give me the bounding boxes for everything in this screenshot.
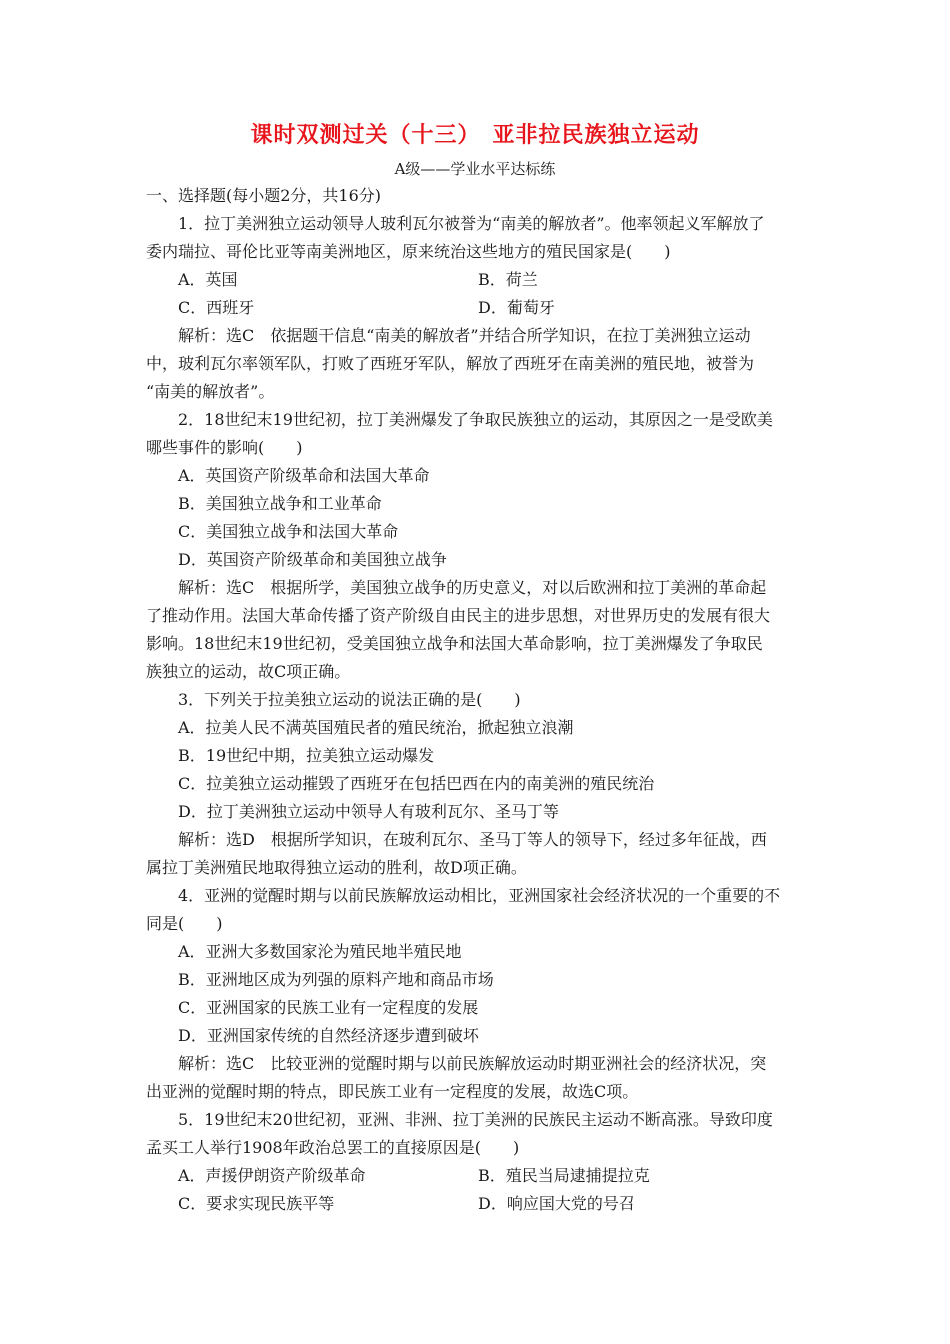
answer-analysis: 族独立的运动，故C项正确。 [146,662,351,681]
option-c: C．拉美独立运动摧毁了西班牙在包括巴西在内的南美洲的殖民统治 [178,774,655,793]
question-stem: 1．拉丁美洲独立运动领导人玻利瓦尔被誉为“南美的解放者”。他率领起义军解放了 [178,214,765,233]
question-stem: 4．亚洲的觉醒时期与以前民族解放运动相比，亚洲国家社会经济状况的一个重要的不 [178,886,781,905]
question-4 [146,882,806,1106]
option-d: D．亚洲国家传统的自然经济逐步遭到破坏 [178,1026,479,1045]
question-5 [146,1106,806,1218]
question-1 [146,210,806,406]
option-b: B．殖民当局逮捕提拉克 [478,1166,650,1185]
option-b: B．荷兰 [478,270,538,289]
option-b: B．美国独立战争和工业革命 [178,494,382,513]
option-d: D．葡萄牙 [478,298,555,317]
option-row [146,294,806,322]
option-b: B．19世纪中期，拉美独立运动爆发 [178,746,435,765]
option-d: D．英国资产阶级革命和美国独立战争 [178,550,447,569]
answer-analysis: 了推动作用。法国大革命传播了资产阶级自由民主的进步思想，对世界历史的发展有很大 [146,606,771,625]
answer-analysis: 属拉丁美洲殖民地取得独立运动的胜利，故D项正确。 [146,858,527,877]
option-row [146,266,806,294]
option-c: C．亚洲国家的民族工业有一定程度的发展 [178,998,479,1017]
question-stem: 委内瑞拉、哥伦比亚等南美洲地区，原来统治这些地方的殖民国家是( ) [146,242,671,261]
question-3 [146,686,806,882]
question-stem: 3．下列关于拉美独立运动的说法正确的是( ) [178,690,521,709]
option-row [146,1190,806,1218]
section-heading: 一、选择题(每小题2分，共16分) [146,186,382,205]
answer-analysis: 出亚洲的觉醒时期的特点，即民族工业有一定程度的发展，故选C项。 [146,1082,639,1101]
option-row [146,1162,806,1190]
option-d: D．响应国大党的号召 [478,1194,635,1213]
question-stem: 哪些事件的影响( ) [146,438,303,457]
option-a: A．拉美人民不满英国殖民者的殖民统治，掀起独立浪潮 [178,718,574,737]
option-a: A．声援伊朗资产阶级革命 [178,1166,366,1185]
answer-analysis: 解析：选C 比较亚洲的觉醒时期与以前民族解放运动时期亚洲社会的经济状况，突 [178,1054,767,1073]
option-d: D．拉丁美洲独立运动中领导人有玻利瓦尔、圣马丁等 [178,802,559,821]
option-c: C．西班牙 [178,298,255,317]
question-stem: 孟买工人举行1908年政治总罢工的直接原因是( ) [146,1138,520,1157]
question-stem: 同是( ) [146,914,223,933]
answer-analysis: 影响。18世纪末19世纪初，受美国独立战争和法国大革命影响，拉丁美洲爆发了争取民 [146,634,763,653]
page-title: 课时双测过关（十三） 亚非拉民族独立运动 [250,123,700,148]
question-2 [146,406,806,686]
level-subtitle: A级——学业水平达标练 [394,160,556,178]
option-c: C．要求实现民族平等 [178,1194,335,1213]
answer-analysis: 解析：选C 依据题干信息“南美的解放者”并结合所学知识，在拉丁美洲独立运动 [178,326,751,345]
answer-analysis: 解析：选D 根据所学知识，在玻利瓦尔、圣马丁等人的领导下，经过多年征战，西 [178,830,767,849]
question-stem: 2．18世纪末19世纪初，拉丁美洲爆发了争取民族独立的运动，其原因之一是受欧美 [178,410,773,429]
answer-analysis: 中，玻利瓦尔率领军队，打败了西班牙军队，解放了西班牙在南美洲的殖民地，被誉为 [146,354,755,373]
option-b: B．亚洲地区成为列强的原料产地和商品市场 [178,970,494,989]
option-c: C．美国独立战争和法国大革命 [178,522,399,541]
option-a: A．亚洲大多数国家沦为殖民地半殖民地 [178,942,462,961]
question-content [146,182,806,1218]
answer-analysis: 解析：选C 根据所学，美国独立战争的历史意义，对以后欧洲和拉丁美洲的革命起 [178,578,767,597]
option-a: A．英国资产阶级革命和法国大革命 [178,466,430,485]
answer-analysis: “南美的解放者”。 [146,382,275,401]
question-stem: 5．19世纪末20世纪初，亚洲、非洲、拉丁美洲的民族民主运动不断高涨。导致印度 [178,1110,773,1129]
option-a: A．英国 [178,270,238,289]
